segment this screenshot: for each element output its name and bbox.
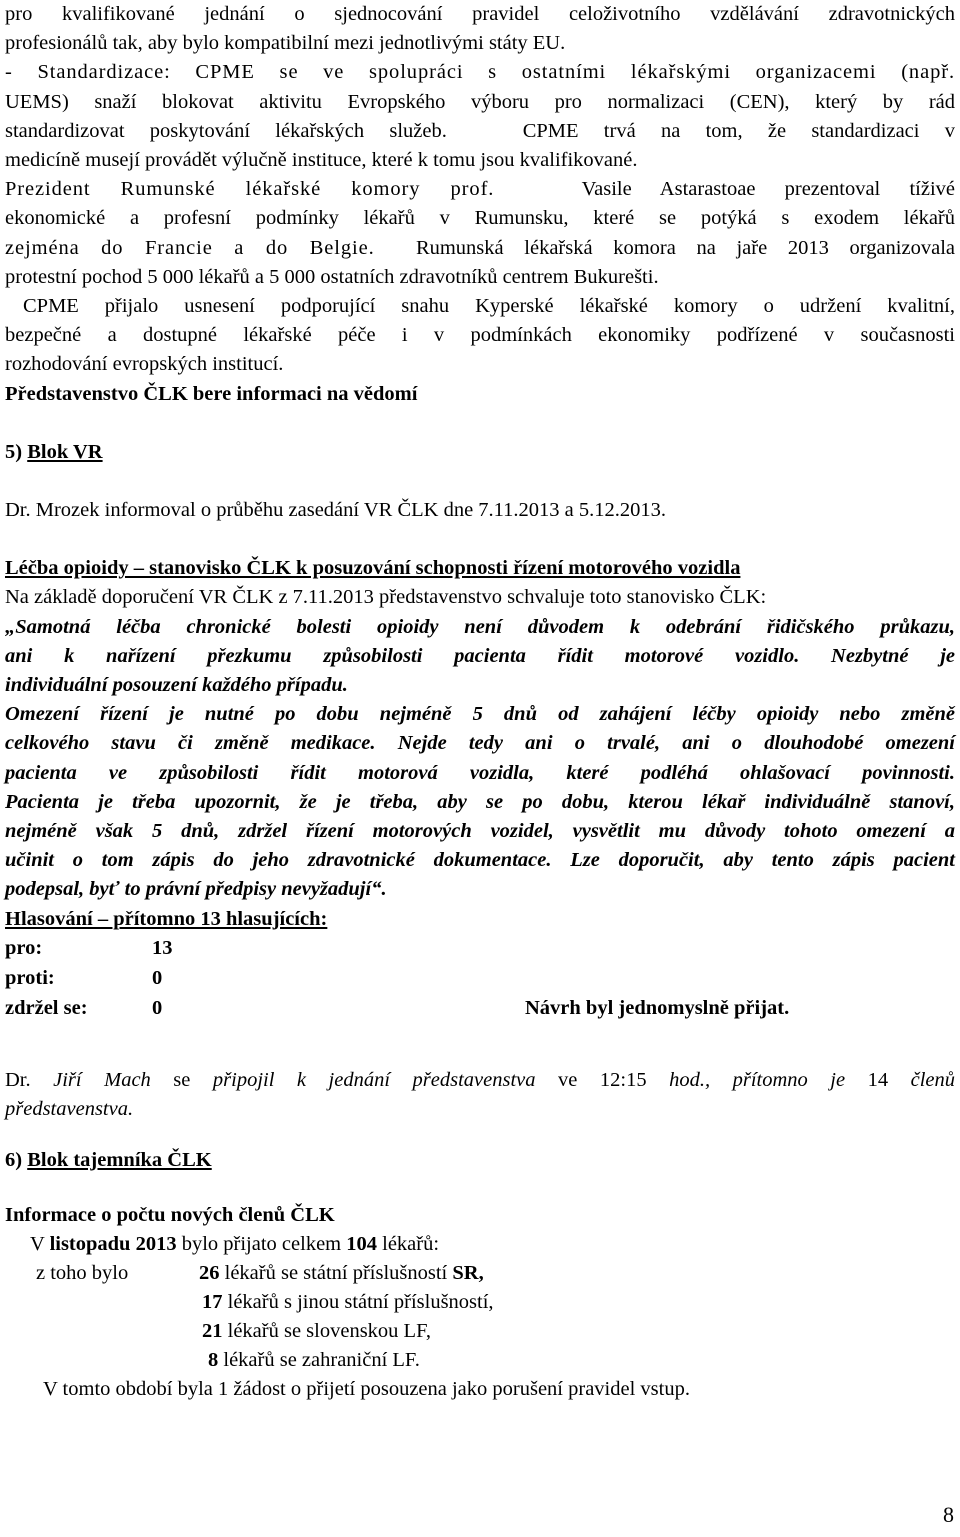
vote-value: 13 <box>152 936 173 959</box>
arrival-text: představenstva. <box>5 1098 134 1121</box>
body-text: CPME přijalo usnesení podporující snahu Kyperské lékařské komory o udržení kvalitní, <box>23 295 955 318</box>
text-part: V <box>30 1232 50 1255</box>
vote-label: pro: <box>5 936 43 959</box>
arrival-part: členů <box>910 1068 956 1091</box>
section-title: Blok tajemníka ČLK <box>27 1149 212 1172</box>
page-number: 8 <box>943 1502 954 1527</box>
count: 17 <box>202 1290 223 1313</box>
body-text: ekonomické a profesní podmínky lékařů v Rumunsku, které se potýká s exodem lékařů <box>5 207 955 230</box>
spacer <box>5 1176 955 1201</box>
vote-heading: Hlasování – přítomno 13 hlasujících: <box>5 907 328 930</box>
section-number: 6) <box>5 1149 28 1172</box>
body-text <box>5 117 955 146</box>
text-part: 104 <box>346 1232 377 1255</box>
count: 8 <box>208 1348 219 1371</box>
body-text <box>5 175 955 204</box>
text-part: lékařů se slovenskou LF, <box>222 1319 431 1342</box>
members-line <box>5 1230 955 1259</box>
arrival-part: připojil k jednání představenstva <box>212 1068 536 1091</box>
body-text-part: Rumunská lékařská komora na jaře 2013 organizovala <box>415 236 955 259</box>
subheading: Informace o počtu nových členů ČLK <box>5 1203 335 1226</box>
text-part: V tomto období byla 1 žádost o přijetí posouzena jako porušení pravidel vstup. <box>43 1377 690 1400</box>
body-text: profesionálů tak, aby bylo kompatibilní mezi jednotlivými státy EU. <box>5 32 566 55</box>
quote-text: ani k nařízení přezkumu způsobilosti pacienta řídit motorové vozidlo. Nezbytné je <box>5 644 955 667</box>
members-line <box>5 1346 955 1375</box>
spacer <box>5 1124 955 1146</box>
arrival-part: Dr. <box>5 1068 54 1091</box>
body-text: medicíně musejí provádět výlučně instituce, které k tomu jsou kvalifikované. <box>5 149 638 172</box>
quote-text: nejméně však 5 dnů, zdržel řízení motorových vozidel, vysvětlit mu důvody tohoto omezení a <box>5 820 955 843</box>
members-line <box>5 1317 955 1346</box>
text-part: SR, <box>452 1261 484 1284</box>
text-part: z toho bylo <box>36 1261 129 1284</box>
spacer <box>5 467 955 496</box>
vote-value: 0 <box>152 996 163 1019</box>
arrival-part: Jiří Mach <box>53 1068 151 1091</box>
section-heading-secretary <box>5 1146 955 1175</box>
arrival-text <box>5 1066 955 1095</box>
text-part: listopadu 2013 <box>49 1232 177 1255</box>
count: 26 <box>199 1261 220 1284</box>
text-part: lékařů se státní příslušností <box>219 1261 453 1284</box>
section-number: 5) <box>5 440 28 463</box>
quote-text: pacienta ve způsobilosti řídit motorová vozidla, které podléhá ohlašovací povinnosti. <box>5 761 955 784</box>
quote-text: individuální posouzení každého případu. <box>5 674 348 697</box>
vote-label: proti: <box>5 966 55 989</box>
section-heading-vr <box>5 438 955 467</box>
vote-row-zdrzel <box>5 994 955 1024</box>
body-text: bezpečné a dostupné lékařské péče i v podmínkách ekonomiky podřízené v současnosti <box>5 324 955 347</box>
spacer <box>5 1024 955 1066</box>
body-text-part: Prezident Rumunské lékařské komory prof. <box>5 178 495 201</box>
quote-text: podepsal, byť to právní předpisy nevyžadují“. <box>5 878 387 901</box>
body-text: rozhodování evropských institucí. <box>5 353 284 376</box>
vote-row-pro <box>5 934 955 964</box>
arrival-part: 14 <box>845 1068 911 1091</box>
members-line <box>5 1288 955 1317</box>
quote-text: celkového stavu či změně medikace. Nejde tedy ani o trvalé, ani o dlouhodobé omezení <box>5 732 955 755</box>
quote-text: učinit o tom zápis do jeho zdravotnické dokumentace. Lze doporučit, aby tento zápis pacient <box>5 849 955 872</box>
resolution-text: Představenstvo ČLK bere informaci na vědomí <box>5 382 418 405</box>
arrival-part: ve 12:15 <box>535 1068 670 1091</box>
text-part: lékařů s jinou státní příslušností, <box>222 1290 494 1313</box>
body-text: - Standardizace: CPME se ve spolupráci s ostatními lékařskými organizacemi (např. <box>5 61 955 84</box>
text-part: lékařů se zahraniční LF. <box>218 1348 420 1371</box>
opioid-title: Léčba opioidy – stanovisko ČLK k posuzování schopnosti řízení motorového vozidla <box>5 557 741 580</box>
vote-row-proti <box>5 964 955 994</box>
body-text: pro kvalifikované jednání o sjednocování pravidel celoživotního vzdělávání zdravotnických <box>5 3 955 25</box>
document-page <box>5 0 955 1404</box>
members-line <box>5 1259 955 1288</box>
section-title: Blok VR <box>27 440 103 463</box>
text-part: lékařů: <box>377 1232 440 1255</box>
spacer <box>5 525 955 554</box>
body-text: protestní pochod 5 000 lékařů a 5 000 ostatních zdravotníků centrem Bukurešti. <box>5 265 659 288</box>
arrival-part: hod., přítomno je <box>669 1068 846 1091</box>
vote-result: Návrh byl jednomyslně přijat. <box>525 996 790 1019</box>
members-line <box>5 1375 955 1404</box>
vote-value: 0 <box>152 966 163 989</box>
body-text-part: CPME trvá na tom, že standardizaci v <box>522 119 955 142</box>
text-part: bylo přijato celkem <box>176 1232 347 1255</box>
body-text-part: standardizovat poskytování lékařských služeb. <box>5 119 447 142</box>
arrival-part: se <box>150 1068 213 1091</box>
body-text-part: zejména do Francie a do Belgie. <box>5 236 375 259</box>
body-text-part: Vasile Astarastoae prezentoval tíživé <box>581 178 955 201</box>
vr-info: Dr. Mrozek informoval o průběhu zasedání VR ČLK dne 7.11.2013 a 5.12.2013. <box>5 499 667 522</box>
body-text: UEMS) snaží blokovat aktivitu Evropského výboru pro normalizaci (CEN), který by rád <box>5 90 955 113</box>
body-text <box>5 234 955 263</box>
spacer <box>5 409 955 438</box>
vote-label: zdržel se: <box>5 996 88 1019</box>
quote-text: Pacienta je třeba upozornit, že je třeba, aby se po dobu, kterou lékař individuálně stanoví, <box>5 790 955 813</box>
count: 21 <box>202 1319 223 1342</box>
quote-text: „Samotná léčba chronické bolesti opioidy není důvodem k odebrání řidičského průkazu, <box>5 615 955 638</box>
opioid-basis: Na základě doporučení VR ČLK z 7.11.2013 představenstvo schvaluje toto stanovisko ČLK: <box>5 586 767 609</box>
quote-text: Omezení řízení je nutné po dobu nejméně 5 dnů od zahájení léčby opioidy nebo změně <box>5 703 955 726</box>
